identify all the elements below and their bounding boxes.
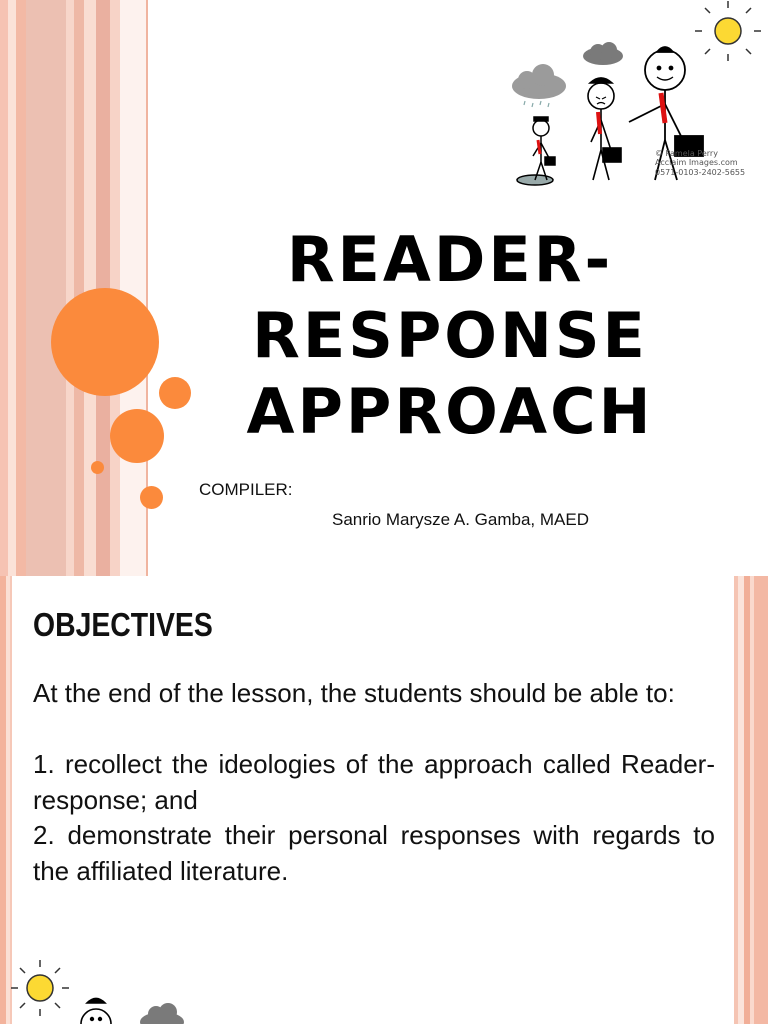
- decor-stripe: [754, 576, 768, 1024]
- stick-figures-illustration-partial: [10, 954, 190, 1024]
- compiler-label: COMPILER:: [199, 480, 293, 499]
- decor-circle: [51, 288, 159, 396]
- decor-circle: [159, 377, 191, 409]
- cloud-icon: [583, 42, 623, 65]
- cloud-icon: [140, 1003, 184, 1024]
- objectives-slide: [0, 576, 768, 1024]
- slide-title: [230, 222, 670, 450]
- compiler-name: Sanrio Marysze A. Gamba, MAED: [332, 510, 589, 529]
- decor-stripe: [8, 0, 16, 576]
- decor-stripe: [16, 0, 26, 576]
- rain-cloud-icon: [512, 64, 566, 107]
- objective-item: 1. recollect the ideologies of the approach called Reader-response; and: [33, 749, 715, 815]
- stick-figures-illustration: [505, 0, 765, 195]
- svg-text:Acclaim Images.com: Acclaim Images.com: [655, 158, 738, 167]
- objectives-heading: OBJECTIVES: [33, 606, 213, 643]
- stick-figure-small: [517, 117, 555, 185]
- decor-circle: [110, 409, 164, 463]
- title-line: RESPONSE: [252, 299, 648, 372]
- objectives-body: [33, 676, 715, 889]
- sun-icon: [11, 960, 69, 1016]
- stick-figure-head: [81, 999, 111, 1024]
- decor-circle: [91, 461, 104, 474]
- objective-item: 2. demonstrate their personal responses with regards to the affiliated literature.: [33, 820, 715, 886]
- watermark: [655, 149, 745, 177]
- svg-text:0571-0103-2402-5655: 0571-0103-2402-5655: [655, 168, 746, 177]
- decor-stripe: [26, 0, 66, 576]
- decor-stripe: [66, 0, 74, 576]
- decor-circle: [140, 486, 163, 509]
- title-line: APPROACH: [246, 375, 654, 448]
- objectives-intro: At the end of the lesson, the students should be able to:: [33, 678, 675, 708]
- decor-stripe: [74, 0, 84, 576]
- decor-stripe: [0, 0, 8, 576]
- svg-text:© Pamela Perry: © Pamela Perry: [655, 149, 718, 158]
- title-line: READER-: [286, 223, 614, 296]
- sun-icon: [695, 1, 761, 61]
- stick-figure-medium: [588, 78, 621, 180]
